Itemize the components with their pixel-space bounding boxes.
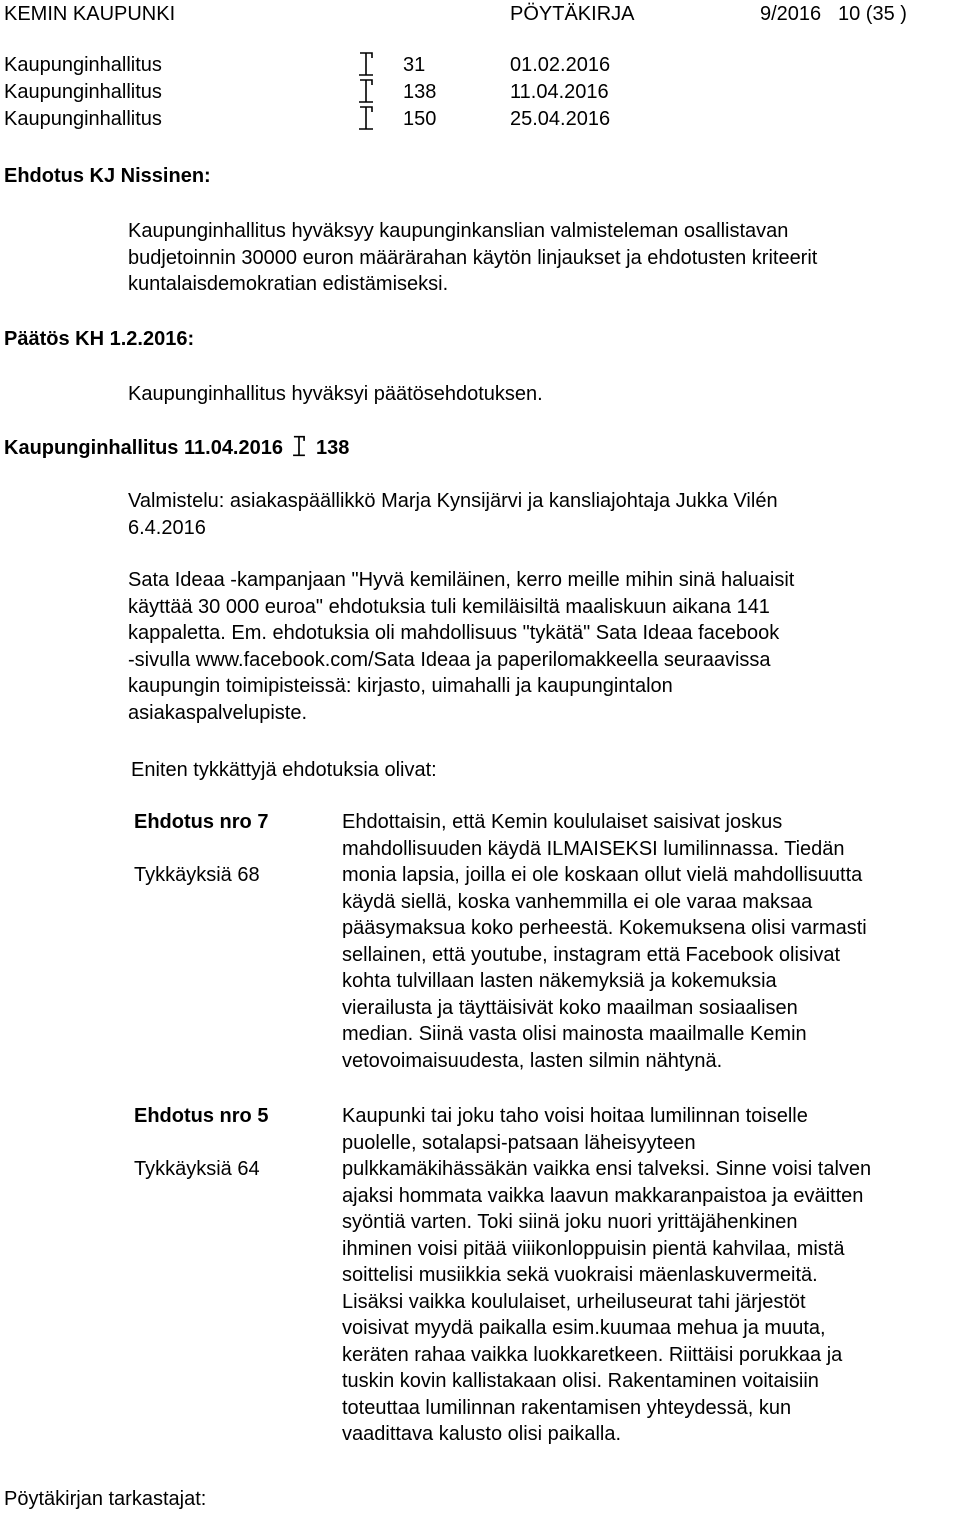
section-icon — [289, 435, 309, 457]
text-line: median. Siinä vasta olisi mainosta maailmalle Kemin — [342, 1023, 807, 1045]
text-line: Lisäksi vaikka koululaiset, urheiluseurat tahi järjestöt — [342, 1290, 806, 1313]
text-line: syöntiä varten. Toki siinä joku nuori yrittäjähenkinen — [342, 1211, 798, 1233]
text-line: -sivulla www.facebook.com/Sata Ideaa ja paperilomakkeella seuraavissa — [128, 648, 771, 671]
reference-body: Kaupunginhallitus — [4, 108, 162, 130]
text-line: soittelisi musiikkia sekä vuokraisi mäenlaskuvermeitä. — [342, 1264, 818, 1286]
text-line: asiakaspalvelupiste. — [128, 701, 307, 724]
text-line: keräten rahaa vaikka luokkaretkeen. Riittäisi porukkaa ja — [342, 1343, 843, 1366]
reference-section: 31 — [403, 54, 426, 76]
text-line: käyttää 30 000 euroa" ehdotuksia tuli kemiläisiltä maaliskuun aikana 141 — [128, 595, 770, 618]
text-line: pulkkamäkihässäkän vaikka ensi talveksi. Sinne voisi talven — [342, 1158, 872, 1180]
header-doc-no: 9/2016 — [760, 3, 822, 25]
proposal-description — [342, 1103, 871, 1448]
text-line: vetovoimaisuudesta, lasten silmin nähtynä. — [342, 1049, 723, 1072]
text-line: pääsymaksua koko perheestä. Kokemuksena olisi varmasti — [342, 917, 867, 939]
text-line: sellainen, että youtube, instagram että Facebook olisivat — [342, 943, 841, 966]
proposal-likes: Tykkäyksiä 64 — [134, 1158, 260, 1180]
reference-section: 138 — [403, 81, 437, 103]
text-line: monia lapsia, joilla ei ole koskaan ollut vielä mahdollisuutta — [342, 864, 863, 886]
section-icon — [356, 78, 376, 104]
header-city: KEMIN KAUPUNKI — [4, 3, 176, 25]
text-line: kuntalaisdemokratian edistämiseksi. — [128, 273, 449, 295]
proposal-heading: Ehdotus KJ Nissinen: — [4, 165, 211, 187]
decision-heading: Päätös KH 1.2.2016: — [4, 328, 195, 350]
text-line: vierailusta ja täyttäisivät koko maailman sosiaalisen — [342, 996, 798, 1019]
text-line: vaadittava kalusto olisi paikalla. — [342, 1423, 622, 1445]
reference-section: 150 — [403, 108, 437, 130]
text-line: Ehdottaisin, että Kemin koululaiset saisivat joskus — [342, 811, 783, 833]
text-line: käydä siellä, koska vanhemmilla ei ole varaa maksaa — [342, 890, 813, 913]
proposal-description — [342, 809, 867, 1074]
text-line: ajaksi hommata vaikka laavun makkaranpaistoa ja eväitten — [342, 1184, 864, 1207]
text-line: Sata Ideaa -kampanjaan "Hyvä kemiläinen, kerro meille mihin sinä haluaisit — [128, 569, 795, 591]
header-doc-type: PÖYTÄKIRJA — [510, 3, 635, 25]
text-line: Kaupunginhallitus hyväksyy kaupunginkanslian valmisteleman osallistavan — [128, 220, 789, 242]
text-line: Valmistelu: asiakaspäällikkö Marja Kynsijärvi ja kansliajohtaja Jukka Vilén — [128, 490, 778, 512]
text-line: kappaletta. Em. ehdotuksia oli mahdollisuus "tykätä" Sata Ideaa facebook — [128, 622, 780, 644]
proposal-text — [128, 218, 817, 298]
decision-text: Kaupunginhallitus hyväksyi päätösehdotuksen. — [128, 383, 543, 405]
header-page: 10 (35 ) — [838, 3, 907, 25]
liked-heading: Eniten tykkättyjä ehdotuksia olivat: — [131, 759, 437, 781]
section-icon — [356, 51, 376, 77]
text-line: toteuttaa lumilinnan rakentamisen yhteydessä, kun — [342, 1396, 792, 1419]
text-line: kaupungin toimipisteissä: kirjasto, uimahalli ja kaupungintalon — [128, 675, 673, 697]
meeting-heading-section: 138 — [315, 437, 350, 459]
text-line: Kaupunki tai joku taho voisi hoitaa lumilinnan toiselle — [342, 1105, 808, 1127]
text-line: puolelle, sotalapsi-patsaan läheisyyteen — [342, 1131, 696, 1154]
proposal-title: Ehdotus nro 5 — [134, 1105, 269, 1127]
reference-date: 25.04.2016 — [510, 108, 611, 130]
campaign-text — [128, 567, 794, 726]
reference-body: Kaupunginhallitus — [4, 54, 162, 76]
proposal-title: Ehdotus nro 7 — [134, 811, 269, 833]
reference-date: 11.04.2016 — [510, 81, 609, 103]
section-icon — [356, 105, 376, 131]
text-line: voisivat myydä paikalla esim.kuumaa mehua ja muuta, — [342, 1317, 826, 1339]
reference-date: 01.02.2016 — [510, 54, 611, 76]
text-line: 6.4.2016 — [128, 516, 206, 539]
reviewers-label: Pöytäkirjan tarkastajat: — [4, 1488, 207, 1510]
proposal-likes: Tykkäyksiä 68 — [134, 864, 260, 886]
meeting-heading — [4, 435, 349, 462]
meeting-heading-date: Kaupunginhallitus 11.04.2016 — [4, 437, 283, 459]
text-line: kohta tulvillaan lasten näkemyksiä ja kokemuksia — [342, 970, 777, 992]
text-line: budjetoinnin 30000 euron määrärahan käytön linjaukset ja ehdotusten kriteerit — [128, 246, 818, 269]
text-line: ihminen voisi pitää viiikonloppuisin pientä kahvilaa, mistä — [342, 1237, 845, 1260]
reference-body: Kaupunginhallitus — [4, 81, 162, 103]
preparation-text — [128, 488, 778, 541]
text-line: mahdollisuuden käydä ILMAISEKSI lumilinnassa. Tiedän — [342, 837, 845, 860]
text-line: tuskin kovin kallistakaan olisi. Rakentaminen voitaisiin — [342, 1370, 819, 1392]
